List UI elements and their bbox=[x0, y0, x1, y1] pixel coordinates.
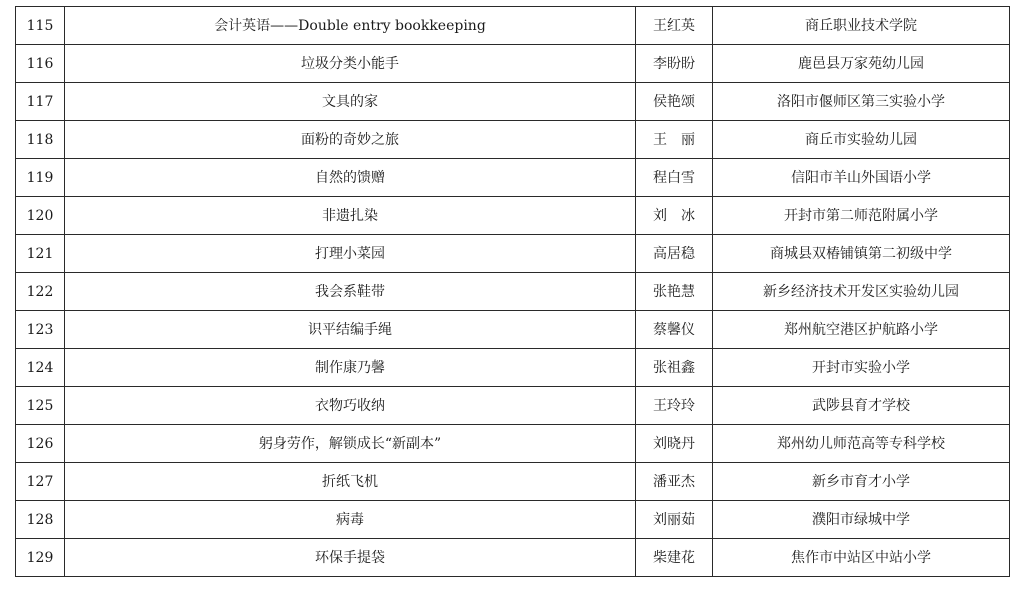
document-page bbox=[15, 6, 1009, 581]
school-name: 新乡经济技术开发区实验幼儿园 bbox=[713, 273, 1010, 311]
work-title: 躬身劳作，解锁成长“新副本” bbox=[65, 425, 636, 463]
work-title: 病毒 bbox=[65, 501, 636, 539]
school-name: 商城县双椿铺镇第二初级中学 bbox=[713, 235, 1010, 273]
row-number: 119 bbox=[16, 159, 65, 197]
table-row bbox=[16, 463, 1010, 501]
row-number: 121 bbox=[16, 235, 65, 273]
row-number: 117 bbox=[16, 83, 65, 121]
row-number: 124 bbox=[16, 349, 65, 387]
work-title: 非遗扎染 bbox=[65, 197, 636, 235]
school-name: 商丘职业技术学院 bbox=[713, 7, 1010, 45]
table-body bbox=[16, 7, 1010, 577]
row-number: 123 bbox=[16, 311, 65, 349]
school-name: 开封市实验小学 bbox=[713, 349, 1010, 387]
work-title: 识平结编手绳 bbox=[65, 311, 636, 349]
author-name: 刘 冰 bbox=[636, 197, 713, 235]
author-name: 柴建花 bbox=[636, 539, 713, 577]
row-number: 125 bbox=[16, 387, 65, 425]
table-row bbox=[16, 425, 1010, 463]
work-title: 环保手提袋 bbox=[65, 539, 636, 577]
table-row bbox=[16, 387, 1010, 425]
work-title: 垃圾分类小能手 bbox=[65, 45, 636, 83]
table-row bbox=[16, 539, 1010, 577]
work-title: 自然的馈赠 bbox=[65, 159, 636, 197]
author-name: 王红英 bbox=[636, 7, 713, 45]
row-number: 120 bbox=[16, 197, 65, 235]
row-number: 128 bbox=[16, 501, 65, 539]
school-name: 焦作市中站区中站小学 bbox=[713, 539, 1010, 577]
school-name: 濮阳市绿城中学 bbox=[713, 501, 1010, 539]
work-title: 打理小菜园 bbox=[65, 235, 636, 273]
table-row bbox=[16, 311, 1010, 349]
work-title: 衣物巧收纳 bbox=[65, 387, 636, 425]
author-name: 刘丽茹 bbox=[636, 501, 713, 539]
table-row bbox=[16, 45, 1010, 83]
row-number: 126 bbox=[16, 425, 65, 463]
table-row bbox=[16, 7, 1010, 45]
work-title: 会计英语——Double entry bookkeeping bbox=[65, 7, 636, 45]
school-name: 信阳市羊山外国语小学 bbox=[713, 159, 1010, 197]
author-name: 刘晓丹 bbox=[636, 425, 713, 463]
work-title: 文具的家 bbox=[65, 83, 636, 121]
work-title: 制作康乃馨 bbox=[65, 349, 636, 387]
school-name: 郑州幼儿师范高等专科学校 bbox=[713, 425, 1010, 463]
author-name: 侯艳颂 bbox=[636, 83, 713, 121]
row-number: 118 bbox=[16, 121, 65, 159]
work-title: 面粉的奇妙之旅 bbox=[65, 121, 636, 159]
table-row bbox=[16, 197, 1010, 235]
author-name: 蔡馨仪 bbox=[636, 311, 713, 349]
row-number: 115 bbox=[16, 7, 65, 45]
row-number: 127 bbox=[16, 463, 65, 501]
school-name: 郑州航空港区护航路小学 bbox=[713, 311, 1010, 349]
author-name: 王 丽 bbox=[636, 121, 713, 159]
school-name: 商丘市实验幼儿园 bbox=[713, 121, 1010, 159]
table-row bbox=[16, 83, 1010, 121]
author-name: 高居稳 bbox=[636, 235, 713, 273]
table-row bbox=[16, 159, 1010, 197]
table-row bbox=[16, 273, 1010, 311]
school-name: 鹿邑县万家苑幼儿园 bbox=[713, 45, 1010, 83]
author-name: 王玲玲 bbox=[636, 387, 713, 425]
school-name: 开封市第二师范附属小学 bbox=[713, 197, 1010, 235]
author-name: 张祖鑫 bbox=[636, 349, 713, 387]
row-number: 129 bbox=[16, 539, 65, 577]
author-name: 李盼盼 bbox=[636, 45, 713, 83]
row-number: 116 bbox=[16, 45, 65, 83]
author-name: 张艳慧 bbox=[636, 273, 713, 311]
school-name: 洛阳市偃师区第三实验小学 bbox=[713, 83, 1010, 121]
author-name: 潘亚杰 bbox=[636, 463, 713, 501]
school-name: 新乡市育才小学 bbox=[713, 463, 1010, 501]
table-row bbox=[16, 501, 1010, 539]
row-number: 122 bbox=[16, 273, 65, 311]
work-title: 我会系鞋带 bbox=[65, 273, 636, 311]
work-title: 折纸飞机 bbox=[65, 463, 636, 501]
table-row bbox=[16, 121, 1010, 159]
table-row bbox=[16, 349, 1010, 387]
table-row bbox=[16, 235, 1010, 273]
award-list-table bbox=[15, 6, 1010, 577]
school-name: 武陟县育才学校 bbox=[713, 387, 1010, 425]
author-name: 程白雪 bbox=[636, 159, 713, 197]
